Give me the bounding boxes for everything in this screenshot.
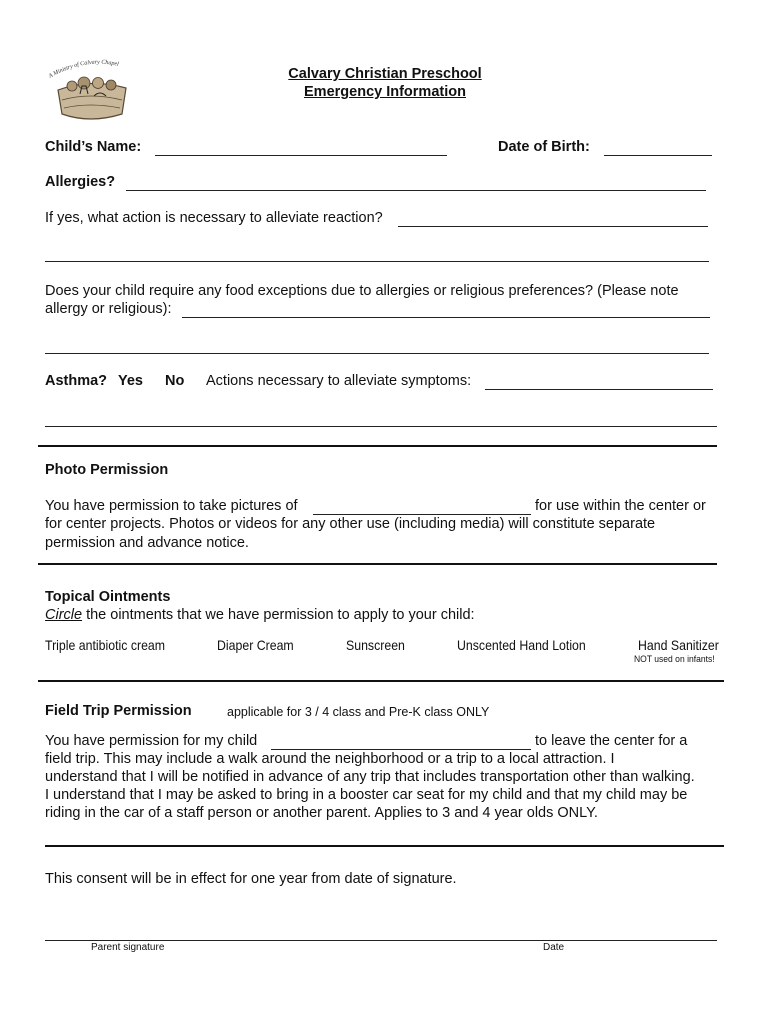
allergy-action-field[interactable]: [398, 226, 708, 227]
field-trip-text-1a: You have permission for my child: [45, 733, 258, 749]
photo-permission-heading: Photo Permission: [45, 462, 169, 478]
logo-arc-text: A Ministry of Calvary Chapel: [48, 59, 120, 80]
asthma-no-option[interactable]: No: [165, 373, 185, 389]
asthma-actions-field[interactable]: [485, 389, 713, 390]
parent-signature-label: Parent signature: [91, 942, 165, 953]
asthma-yes-option[interactable]: Yes: [118, 373, 143, 389]
ointments-instruction: [45, 607, 475, 623]
consent-text: This consent will be in effect for one year from date of signature.: [45, 871, 457, 887]
section-divider-1: [38, 445, 717, 447]
ointment-option-sunscreen[interactable]: Sunscreen: [346, 637, 405, 653]
field-trip-text-5: riding in the car of a staff person or another parent. Applies to 3 and 4 year olds ONLY.: [45, 805, 598, 821]
photo-permission-text-1a: You have permission to take pictures of: [45, 498, 298, 514]
allergies-label: Allergies?: [45, 174, 116, 190]
ointment-option-triple-antibiotic[interactable]: Triple antibiotic cream: [45, 637, 166, 653]
school-name: Calvary Christian Preschool: [288, 66, 482, 82]
ointment-option-hand-lotion[interactable]: Unscented Hand Lotion: [457, 637, 586, 653]
field-trip-applicability: applicable for 3 / 4 class and Pre-K class ONLY: [227, 705, 490, 719]
hand-sanitizer-note: NOT used on infants!: [634, 654, 715, 665]
circle-word: Circle: [45, 607, 83, 623]
field-trip-text-3: understand that I will be notified in advance of any trip that includes transportation other than walking.: [45, 769, 695, 785]
date-label: Date: [543, 942, 565, 953]
allergies-field[interactable]: [126, 190, 706, 191]
allergy-action-field-2[interactable]: [45, 261, 709, 262]
child-name-field[interactable]: [155, 155, 447, 156]
ointments-instruction-text: the ointments that we have permission to apply to your child:: [82, 607, 475, 623]
ointments-heading: Topical Ointments: [45, 589, 171, 605]
field-trip-text-2: field trip. This may include a walk around the neighborhood or a trip to a local attraction. I: [45, 751, 615, 767]
field-trip-text-4: I understand that I may be asked to bring in a booster car seat for my child and that my child may be: [45, 787, 688, 803]
photo-child-name-field[interactable]: [313, 514, 531, 515]
asthma-actions-label: Actions necessary to alleviate symptoms:: [206, 373, 472, 389]
dob-label: Date of Birth:: [498, 139, 590, 155]
photo-permission-text-1b: for use within the center or: [535, 498, 706, 514]
asthma-label: Asthma?: [45, 373, 108, 389]
section-divider-3: [38, 680, 724, 682]
signature-line[interactable]: [45, 940, 717, 941]
ointment-option-diaper-cream[interactable]: Diaper Cream: [217, 637, 294, 653]
form-title: Emergency Information: [304, 84, 466, 100]
section-divider-2: [38, 563, 717, 565]
child-name-label: Child’s Name:: [45, 139, 142, 155]
section-divider-4: [45, 845, 724, 847]
photo-permission-text-2: for center projects. Photos or videos for any other use (including media) will constitute separate: [45, 516, 656, 532]
field-trip-text-1b: to leave the center for a: [535, 733, 688, 749]
food-exceptions-field[interactable]: [182, 317, 710, 318]
food-exceptions-question: Does your child require any food exceptions due to allergies or religious preferences? (Please note: [45, 283, 679, 299]
ointment-option-hand-sanitizer[interactable]: Hand Sanitizer: [638, 637, 719, 653]
food-exceptions-field-2[interactable]: [45, 353, 709, 354]
food-exceptions-question-cont: allergy or religious):: [45, 301, 172, 317]
dob-field[interactable]: [604, 155, 712, 156]
field-trip-child-name-field[interactable]: [271, 749, 531, 750]
allergy-action-label: If yes, what action is necessary to alleviate reaction?: [45, 210, 383, 226]
field-trip-heading: Field Trip Permission: [45, 703, 192, 719]
asthma-actions-field-2[interactable]: [45, 426, 717, 427]
photo-permission-text-3: permission and advance notice.: [45, 535, 249, 551]
